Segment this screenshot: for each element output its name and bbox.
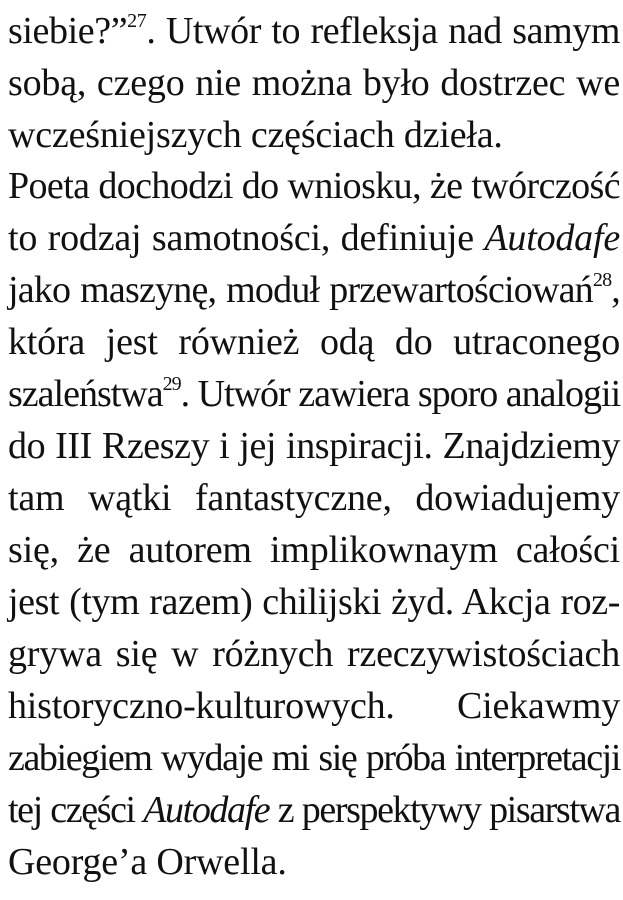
text-line-15: zabiegiem wydaje mi się próba interpretacji [8, 737, 620, 779]
text-line-13: grywa się w różnych rzeczywistościach [8, 633, 620, 675]
text-fragment: . Utwór zawiera sporo analogii [180, 373, 621, 415]
text-fragment: to rodzaj samotności, definiuje [8, 217, 485, 259]
text-line-17: George’a Orwella. [8, 841, 287, 883]
text-line-4: Poeta dochodzi do wniosku, że twórczość [8, 165, 620, 207]
text-line-12: jest (tym razem) chilijski żyd. Akcja roz- [8, 581, 620, 623]
text-line-6 [8, 263, 620, 317]
text-fragment: szaleństwa [8, 373, 163, 415]
footnote-marker-28: 28 [592, 269, 612, 291]
text-fragment: siebie?” [8, 10, 128, 52]
text-fragment: z perspektywy pisarstwa [269, 789, 620, 831]
text-fragment: . Utwór to refleksja nad samym [146, 10, 620, 52]
text-fragment: , [611, 269, 620, 311]
text-line-7: która jest również odą do utraconego [8, 321, 620, 363]
text-line-5 [8, 211, 620, 265]
footnote-marker-29: 29 [162, 373, 181, 395]
text-line-9: do III Rzeszy i jej inspiracji. Znajdziemy [8, 425, 620, 467]
text-line-11: się, że autorem implikownaym całości [8, 529, 620, 571]
text-line-8 [8, 367, 620, 421]
footnote-marker-27: 27 [127, 10, 147, 32]
text-line-3: wcześniejszych częściach dzieła. [8, 114, 503, 156]
book-title-autodafe: Autodafe [484, 217, 620, 259]
text-fragment: jako maszynę, moduł przewartościowań [8, 269, 593, 311]
text-line-1 [8, 4, 620, 58]
text-line-16 [8, 783, 620, 837]
text-line-14: historyczno-kulturowych. Ciekawmy [8, 685, 620, 727]
text-line-10: tam wątki fantastyczne, dowiadujemy [8, 477, 620, 519]
book-title-autodafe: Autodafe [143, 789, 270, 831]
text-line-2: sobą, czego nie można było dostrzec we [8, 62, 620, 104]
text-fragment: tej części [8, 789, 144, 831]
